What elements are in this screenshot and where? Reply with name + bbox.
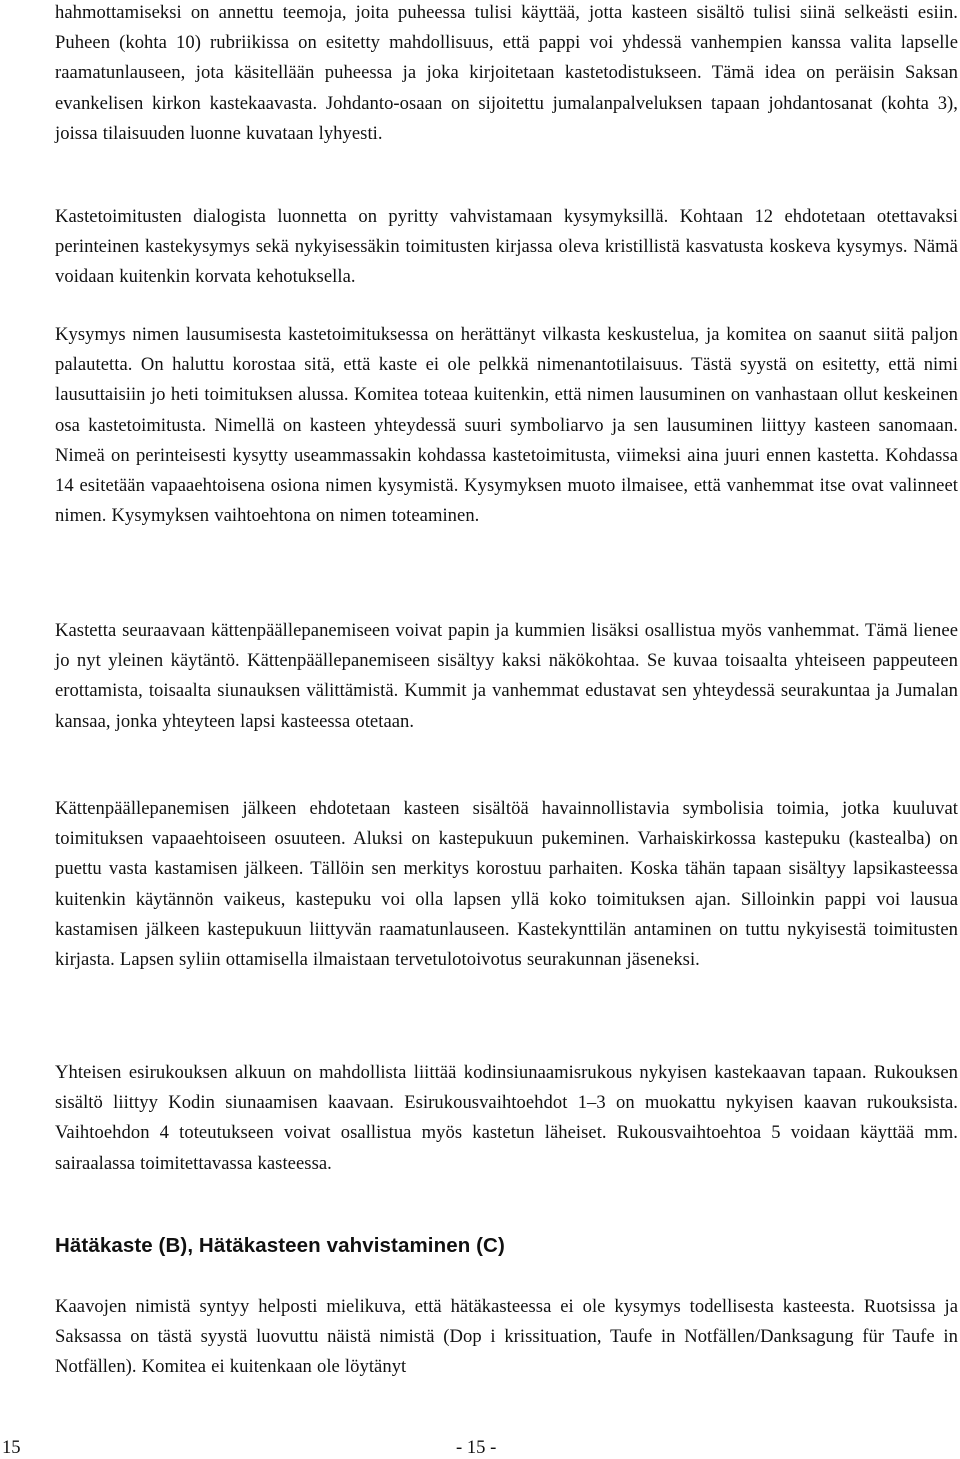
paragraph-dialogue-questions: Kastetoimitusten dialogista luonnetta on pyritty vahvistamaan kysymyksillä. Kohtaan 12 ehdotetaan otettavaksi perinteinen kastekysymys sekä nykyisessäkin toimitusten kirjassa oleva kristillistä kasvatusta koskeva kysymys. Nämä voidaan kuitenkin korvata kehotuksella.: [55, 206, 958, 288]
page-number: - 15 -: [456, 1437, 497, 1458]
paragraph-theme-intro: hahmottamiseksi on annettu teemoja, joita puheessa tulisi käyttää, jotta kasteen sisältö tulisi siinä selkeästi esiin. Puheen (kohta 10) rubriikissa on esitetty mahdollisuus, että pappi voi yhdessä vanhempien kanssa valita lapselle raamatunlauseen, jota käsitellään puheessa ja joka kirjoitetaan kastetodistukseen. Tämä idea on peräisin Saksan evankelisen kirkon kastekaavasta. Johdanto-osaan on sijoitettu jumalanpalveluksen tapaan johdantosanat (kohta 3), joissa tilaisuuden luonne kuvataan lyhyesti.: [55, 2, 958, 144]
paragraph-name-pronouncing: Kysymys nimen lausumisesta kastetoimituksessa on herättänyt vilkasta keskustelua, ja komitea on saanut siitä paljon palautetta. On haluttu korostaa sitä, että kaste ei ole pelkkä nimenantotilaisuus. Tästä syystä on esitetty, että nimi lausuttaisiin jo heti toimituksen alussa. Komitea toteaa kuitenkin, että nimen lausuminen on vanhastaan ollut keskeinen osa kastetoimitusta. Nimellä on kasteen yhteydessä suuri symboliarvo ja sen lausuminen liittyy kasteen sanomaan. Nimeä on perinteisesti kysytty useammassakin kohdassa kastetoimitusta, viimeksi aina juuri ennen kastetta. Kohdassa 14 esitetään vapaaehtoisena osiona nimen kysymistä. Kysymyksen muoto ilmaisee, että vanhemmat itse ovat valinneet nimen. Kysymyksen vaihtoehtona on nimen toteaminen.: [55, 324, 958, 527]
section-heading: Hätäkaste (B), Hätäkasteen vahvistaminen (C): [55, 1234, 505, 1257]
paragraph-intercession: Yhteisen esirukouksen alkuun on mahdollista liittää kodinsiunaamisrukous nykyisen kastekaavan tapaan. Rukouksen sisältö liittyy Kodin siunaamisen kaavaan. Esirukousvaihtoehdot 1–3 on muokattu nykyisen kaavan rukouksista. Vaihtoehdon 4 toteutukseen voivat osallistua myös kastetun läheiset. Rukousvaihtoehtoa 5 voidaan käyttää mm. sairaalassa toimitettavassa kasteessa.: [55, 1062, 958, 1174]
paragraph-symbolic-acts: Kättenpäällepanemisen jälkeen ehdotetaan kasteen sisältöä havainnollistavia symbolisia toimia, jotka kuuluvat toimituksen vapaaehtoiseen osuuteen. Aluksi on kastepukuun pukeminen. Varhaiskirkossa kastepuku (kastealba) on puettu vasta kastamisen jälkeen. Tällöin sen merkitys korostuu parhaiten. Koska tähän tapaan sisältyy lapsikasteessa kuitenkin käytännön vaikeus, kastepuku voi olla lapsen yllä koko toimituksen ajan. Silloinkin pappi voi lausua kastamisen jälkeen kastepukuun liittyvän raamatunlauseen. Kastekynttilän antaminen on tuttu nykyisestä toimitusten kirjasta. Lapsen syliin ottamisella ilmaistaan tervetulotoivotus seurakunnan jäseneksi.: [55, 798, 958, 971]
paragraph-laying-on-hands: Kastetta seuraavaan kättenpäällepanemiseen voivat papin ja kummien lisäksi osallistua myös vanhemmat. Tämä lienee jo nyt yleinen käytäntö. Kättenpäällepanemiseen sisältyy kaksi näkökohtaa. Se kuvaa toisaalta yhteiseen pappeuteen erottamista, toisaalta siunauksen välittämistä. Kummit ja vanhemmat edustavat sen yhteydessä seurakuntaa ja Jumalan kansaa, jonka yhteyteen lapsi kasteessa otetaan.: [55, 620, 958, 732]
footer-margin-number: 15: [2, 1437, 21, 1458]
paragraph-emergency-baptism: Kaavojen nimistä syntyy helposti mielikuva, että hätäkasteessa ei ole kysymys todellisesta kasteesta. Ruotsissa ja Saksassa on tästä syystä luovuttu näistä nimistä (Dop i krissituation, Taufe in Notfällen/Danksagung für Taufe in Notfällen). Komitea ei kuitenkaan ole löytänyt: [55, 1296, 958, 1378]
